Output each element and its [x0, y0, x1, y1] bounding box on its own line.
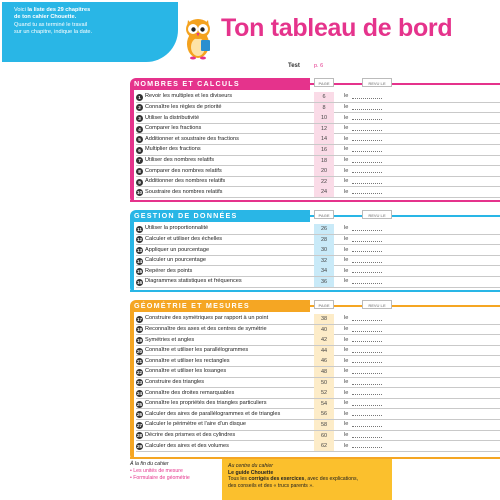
chapter-page: 12: [314, 124, 334, 134]
date-field[interactable]: [352, 262, 382, 263]
chapter-row: [136, 187, 500, 198]
chapter-title: Calculer et utiliser des échelles: [145, 235, 223, 242]
chapter-number: 7: [136, 157, 143, 164]
section-header-line: [306, 215, 500, 217]
date-prefix: le: [344, 410, 349, 417]
chapter-number: 1: [136, 94, 143, 101]
chapter-title: Calculer des aires de parallélogrammes et de triangles: [145, 410, 281, 417]
chapter-page: 10: [314, 113, 334, 123]
chapter-row: [136, 399, 500, 410]
date-prefix: le: [344, 93, 349, 100]
intro-line-2: de ton cahier Chouette.: [14, 14, 77, 21]
section-title: NOMBRES ET CALCULS: [134, 79, 240, 88]
bubble-tail: [150, 48, 168, 60]
chapter-row: [136, 245, 500, 256]
date-field[interactable]: [352, 140, 382, 141]
footer-right-line-3b: corrigés des exercices: [248, 476, 305, 483]
date-field[interactable]: [352, 151, 382, 152]
chapter-page: 58: [314, 420, 334, 430]
chapter-row: [136, 441, 500, 452]
chapter-page: 18: [314, 156, 334, 166]
col-head-revu: REVU LE: [362, 300, 392, 309]
date-prefix: le: [344, 368, 349, 375]
date-field[interactable]: [352, 193, 382, 194]
intro-line-4: sur un chapitre, indique la date.: [14, 29, 93, 36]
chapter-row: [136, 420, 500, 431]
chapter-title: Reconnaître des axes et des centres de symétrie: [145, 325, 267, 332]
date-field[interactable]: [352, 272, 382, 273]
date-field[interactable]: [352, 130, 382, 131]
chapter-row: [136, 431, 500, 442]
section-header-bar: [130, 78, 310, 90]
chapter-page: 48: [314, 367, 334, 377]
date-field[interactable]: [352, 283, 382, 284]
chapter-page: 30: [314, 245, 334, 255]
date-field[interactable]: [352, 437, 382, 438]
chapter-number: 5: [136, 136, 143, 143]
col-head-page: PAGE: [314, 78, 334, 87]
chapter-title: Diagrammes statistiques et fréquences: [145, 278, 242, 285]
chapter-row: [136, 156, 500, 167]
date-prefix: le: [344, 336, 349, 343]
date-field[interactable]: [352, 384, 382, 385]
chapter-number: 21: [136, 359, 143, 365]
chapter-title: Utiliser la proportionnalité: [145, 225, 209, 232]
date-prefix: le: [344, 146, 349, 153]
chapter-title: Connaître et utiliser les rectangles: [145, 357, 230, 364]
chapter-page: 20: [314, 166, 334, 176]
date-prefix: le: [344, 357, 349, 364]
chapter-page: 62: [314, 441, 334, 451]
date-field[interactable]: [352, 119, 382, 120]
date-prefix: le: [344, 267, 349, 274]
date-field[interactable]: [352, 251, 382, 252]
chapter-number: 27: [136, 422, 143, 428]
date-prefix: le: [344, 442, 349, 449]
chapter-title: Appliquer un pourcentage: [145, 246, 210, 253]
date-prefix: le: [344, 347, 349, 354]
chapter-number: 12: [136, 237, 143, 243]
date-prefix: le: [344, 225, 349, 232]
chapter-row: [136, 177, 500, 188]
chapter-title: Connaître et utiliser les losanges: [145, 368, 227, 375]
chapter-page: 16: [314, 145, 334, 155]
chapter-row: [136, 346, 500, 357]
footer-end-of-book: [130, 461, 190, 481]
date-field[interactable]: [352, 394, 382, 395]
date-prefix: le: [344, 178, 349, 185]
footer-left-line-2: • Les unités de mesure: [130, 467, 183, 474]
chapter-page: 14: [314, 134, 334, 144]
chapter-row: [136, 224, 500, 235]
chapter-number: 29: [136, 443, 143, 449]
section-title: GÉOMÉTRIE ET MESURES: [134, 301, 250, 310]
chapter-title: Utiliser la distributivité: [145, 114, 200, 121]
chapter-title: Décrire des prismes et des cylindres: [145, 431, 236, 438]
section-frame: [130, 308, 134, 459]
section-geometrie-et-mesures: [130, 300, 500, 459]
date-field[interactable]: [352, 426, 382, 427]
chapter-page: 24: [314, 187, 334, 197]
section-frame-bottom: [130, 200, 500, 202]
col-head-revu: REVU LE: [362, 210, 392, 219]
section-header-bar: [130, 300, 310, 312]
chapter-number: 2: [136, 104, 143, 111]
date-prefix: le: [344, 431, 349, 438]
chapter-number: 24: [136, 390, 143, 396]
date-prefix: le: [344, 378, 349, 385]
date-prefix: le: [344, 315, 349, 322]
col-head-page: PAGE: [314, 210, 334, 219]
chapter-title: Revoir les multiples et les diviseurs: [145, 93, 233, 100]
section-title: GESTION DE DONNÉES: [134, 211, 238, 220]
chapter-row: [136, 124, 500, 135]
date-field[interactable]: [352, 405, 382, 406]
chapter-title: Symétries et angles: [145, 336, 195, 343]
chapter-title: Soustraire des nombres relatifs: [145, 188, 223, 195]
date-field[interactable]: [352, 341, 382, 342]
date-prefix: le: [344, 246, 349, 253]
chapter-title: Calculer un pourcentage: [145, 257, 206, 264]
footer-right-line-3: [228, 476, 386, 483]
chapter-row: [136, 145, 500, 156]
chapter-title: Connaître des droites remarquables: [145, 389, 235, 396]
chapter-number: 13: [136, 247, 143, 253]
chapter-title: Connaître les propriétés des triangles particuliers: [145, 400, 267, 407]
footer-left-line-3: • Formulaire de géométrie: [130, 474, 190, 481]
date-prefix: le: [344, 114, 349, 121]
chapter-number: 19: [136, 337, 143, 343]
footer-right-line-3a: Tous les: [228, 476, 249, 483]
chapter-row: [136, 92, 500, 103]
date-prefix: le: [344, 400, 349, 407]
date-prefix: le: [344, 125, 349, 132]
chapter-number: 23: [136, 380, 143, 386]
date-prefix: le: [344, 278, 349, 285]
chapter-row: [136, 166, 500, 177]
col-head-page: PAGE: [314, 300, 334, 309]
chapter-page: 46: [314, 356, 334, 366]
footer-guide-box: [222, 459, 392, 500]
chapter-page: 22: [314, 177, 334, 187]
date-prefix: le: [344, 421, 349, 428]
chapter-title: Construire des triangles: [145, 378, 205, 385]
chapter-row: [136, 103, 500, 114]
chapter-row: [136, 367, 500, 378]
chapter-title: Comparer des nombres relatifs: [145, 167, 222, 174]
chapter-number: 4: [136, 126, 143, 133]
chapter-number: 10: [136, 190, 143, 196]
section-frame-bottom: [130, 290, 500, 292]
chapter-title: Construire des symétriques par rapport à un point: [145, 315, 269, 322]
chapter-page: 8: [314, 103, 334, 113]
chapter-list: [136, 92, 500, 198]
date-prefix: le: [344, 257, 349, 264]
chapter-number: 15: [136, 269, 143, 275]
intro-line-3: Quand tu as terminé le travail: [14, 21, 88, 28]
chapter-row: [136, 388, 500, 399]
chapter-page: 52: [314, 388, 334, 398]
chapter-number: 3: [136, 115, 143, 122]
date-field[interactable]: [352, 172, 382, 173]
chapter-number: 6: [136, 147, 143, 154]
chapter-page: 42: [314, 335, 334, 345]
chapter-title: Multiplier des fractions: [145, 146, 201, 153]
chapter-row: [136, 256, 500, 267]
footer-right-line-1: Au centre du cahier: [228, 463, 273, 469]
chapter-page: 26: [314, 224, 334, 234]
footer-left-line-1: À la fin du cahier: [130, 461, 169, 467]
chapter-row: [136, 356, 500, 367]
chapter-row: [136, 335, 500, 346]
chapter-page: 6: [314, 92, 334, 102]
chapter-page: 54: [314, 399, 334, 409]
chapter-number: 14: [136, 258, 143, 264]
chapter-number: 16: [136, 279, 143, 285]
date-field[interactable]: [352, 98, 382, 99]
chapter-title: Connaître et utiliser les parallélogrammes: [145, 347, 249, 354]
date-field[interactable]: [352, 241, 382, 242]
chapter-page: 44: [314, 346, 334, 356]
chapter-number: 11: [137, 226, 142, 232]
chapter-title: Utiliser des nombres relatifs: [145, 156, 215, 163]
chapter-row: [136, 277, 500, 288]
chapter-number: 28: [136, 433, 143, 439]
footer-right-line-4: des conseils et des « trucs parents ».: [228, 482, 314, 489]
chapter-number: 9: [136, 179, 143, 186]
chapter-page: 56: [314, 409, 334, 419]
section-header-line: [306, 83, 500, 85]
page-title: Ton tableau de bord: [221, 14, 453, 42]
chapter-number: 18: [136, 327, 143, 333]
section-gestion-de-donnees: [130, 210, 500, 292]
chapter-row: [136, 266, 500, 277]
chapter-page: 50: [314, 378, 334, 388]
chapter-row: [136, 325, 500, 336]
chapter-page: 36: [314, 277, 334, 287]
section-frame: [130, 218, 134, 292]
chapter-title: Additionner des nombres relatifs: [145, 178, 226, 185]
date-prefix: le: [344, 389, 349, 396]
chapter-row: [136, 409, 500, 420]
chapter-number: 22: [136, 369, 143, 375]
chapter-page: 60: [314, 431, 334, 441]
chapter-number: 26: [136, 412, 143, 418]
date-prefix: le: [344, 235, 349, 242]
date-field[interactable]: [352, 230, 382, 231]
chapter-row: [136, 134, 500, 145]
chapter-number: 20: [136, 348, 143, 354]
chapter-title: Repérer des points: [145, 267, 193, 274]
chapter-title: Calculer le périmètre et l'aire d'un disque: [145, 421, 247, 428]
test-label: Test: [288, 63, 300, 69]
test-page: p. 6: [314, 63, 324, 69]
date-field[interactable]: [352, 415, 382, 416]
date-field[interactable]: [352, 352, 382, 353]
chapter-number: 25: [136, 401, 143, 407]
chapter-page: 40: [314, 325, 334, 335]
date-field[interactable]: [352, 362, 382, 363]
date-prefix: le: [344, 135, 349, 142]
section-header-bar: [130, 210, 310, 222]
date-prefix: le: [344, 167, 349, 174]
date-field[interactable]: [352, 373, 382, 374]
chapter-title: Comparer les fractions: [145, 125, 202, 132]
chapter-title: Connaître les règles de priorité: [145, 103, 222, 110]
section-header-line: [306, 305, 500, 307]
date-field[interactable]: [352, 331, 382, 332]
date-prefix: le: [344, 325, 349, 332]
footer-right-line-2: Le guide Chouette: [228, 469, 274, 476]
chapter-list: [136, 224, 500, 288]
chapter-title: Additionner et soustraire des fractions: [145, 135, 239, 142]
intro-line-1b: la liste des 29 chapitres: [27, 7, 91, 13]
intro-line-1a: Voici: [14, 7, 28, 13]
date-prefix: le: [344, 156, 349, 163]
chapter-page: 34: [314, 266, 334, 276]
chapter-row: [136, 378, 500, 389]
intro-text: [14, 7, 164, 37]
chapter-page: 32: [314, 256, 334, 266]
owl-mascot-icon: [184, 14, 212, 60]
chapter-list: [136, 314, 500, 452]
chapter-number: 17: [136, 316, 143, 322]
chapter-row: [136, 113, 500, 124]
date-field[interactable]: [352, 162, 382, 163]
date-field[interactable]: [352, 447, 382, 448]
section-nombres-et-calculs: [130, 78, 500, 202]
col-head-revu: REVU LE: [362, 78, 392, 87]
date-field[interactable]: [352, 183, 382, 184]
chapter-number: 8: [136, 168, 143, 175]
footer-right-line-3c: , avec des explications,: [304, 476, 359, 483]
date-prefix: le: [344, 188, 349, 195]
date-prefix: le: [344, 103, 349, 110]
section-frame: [130, 86, 134, 202]
chapter-title: Calculer des aires et des volumes: [145, 442, 229, 449]
chapter-page: 38: [314, 314, 334, 324]
date-field[interactable]: [352, 320, 382, 321]
chapter-page: 28: [314, 235, 334, 245]
chapter-row: [136, 314, 500, 325]
chapter-row: [136, 235, 500, 246]
date-field[interactable]: [352, 109, 382, 110]
